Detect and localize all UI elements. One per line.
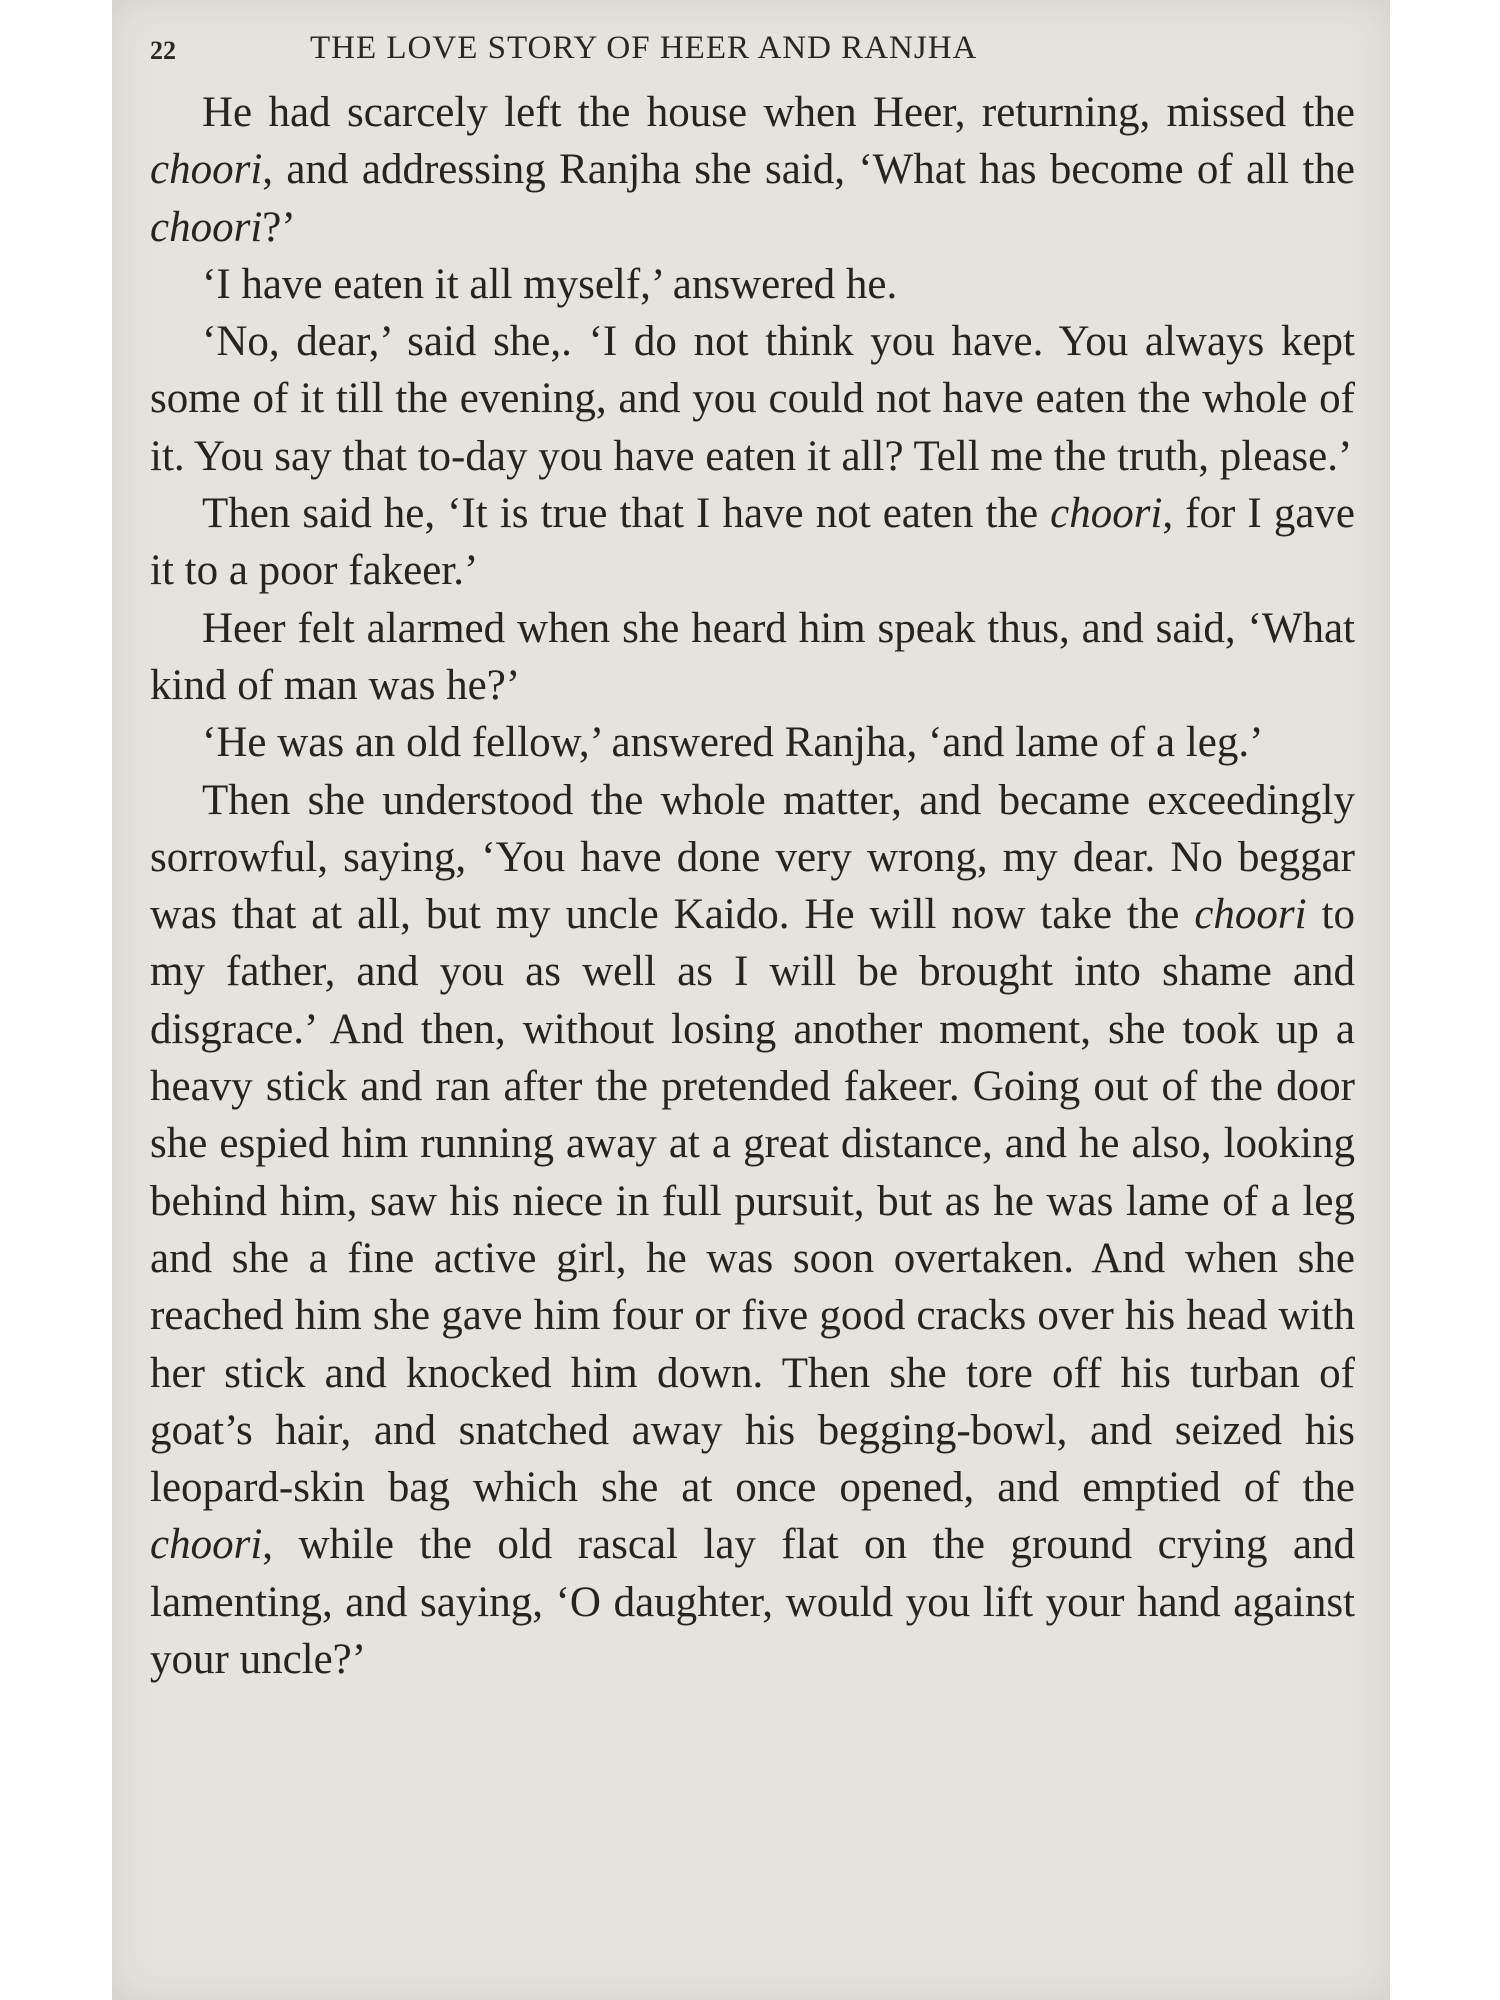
body-text: [150, 84, 1355, 1688]
page-header: [150, 26, 1200, 76]
text-run: Then she understood the whole matter, and became exceedingly sorrowful, saying, ‘You have done very wrong, my dear. No beggar was that at all, but my uncle Kaido. He will now take the: [150, 776, 1355, 939]
italic-term: choori: [1194, 891, 1307, 939]
running-head: THE LOVE STORY OF HEER AND RANJHA: [310, 30, 978, 66]
paragraph: [150, 772, 1355, 1689]
text-run: to my father, and you as well as I will be brought into shame and disgrace.’ And then, without losing another moment, she took up a heavy stick and ran after the pretended fakeer. Going out of the door she espied him running away at a great distance, and he also, looking behind him, saw his niece in full pursuit, but as he was lame of a leg and she a fine active girl, he was soon overtaken. And when she reached him she gave him four or five good cracks over his head with her stick and knocked him down. Then she tore off his turban of goat’s hair, and snatched away his begging-bowl, and seized his leopard-skin bag which she at once opened, and emptied of the: [150, 891, 1355, 1512]
text-run: ‘He was an old fellow,’ answered Ranjha, ‘and lame of a leg.’: [202, 719, 1264, 767]
text-run: ?’: [262, 203, 296, 251]
text-run: ‘No, dear,’ said she,. ‘I do not think you have. You always kept some of it till the evening, and you could not have eaten the whole of it. You say that to-day you have eaten it all? Tell me the truth, please.’: [150, 318, 1355, 480]
text-run: , and addressing Ranjha she said, ‘What has become of all the: [262, 146, 1355, 194]
page-number: 22: [150, 36, 176, 65]
text-run: He had scarcely left the house when Heer, returning, missed the: [202, 89, 1355, 136]
paragraph: [150, 313, 1355, 485]
text-run: , while the old rascal lay flat on the ground crying and lamenting, and saying, ‘O daughter, would you lift your hand against your uncle?’: [150, 1521, 1355, 1684]
text-run: Heer felt alarmed when she heard him speak thus, and said, ‘What kind of man was he?’: [150, 604, 1355, 709]
italic-term: choori: [1050, 490, 1163, 538]
paragraph: [150, 485, 1355, 600]
paragraph: [150, 84, 1355, 256]
paragraph: [150, 714, 1355, 771]
text-run: Then said he, ‘It is true that I have not eaten the: [202, 490, 1051, 538]
paragraph: [150, 600, 1355, 715]
italic-term: choori: [150, 203, 263, 251]
text-run: , for I gave it to a poor fakeer.’: [150, 490, 1355, 595]
italic-term: choori: [150, 146, 263, 194]
italic-term: choori: [150, 1521, 263, 1569]
paragraph: [150, 256, 1355, 313]
text-run: ‘I have eaten it all myself,’ answered he.: [202, 260, 898, 308]
